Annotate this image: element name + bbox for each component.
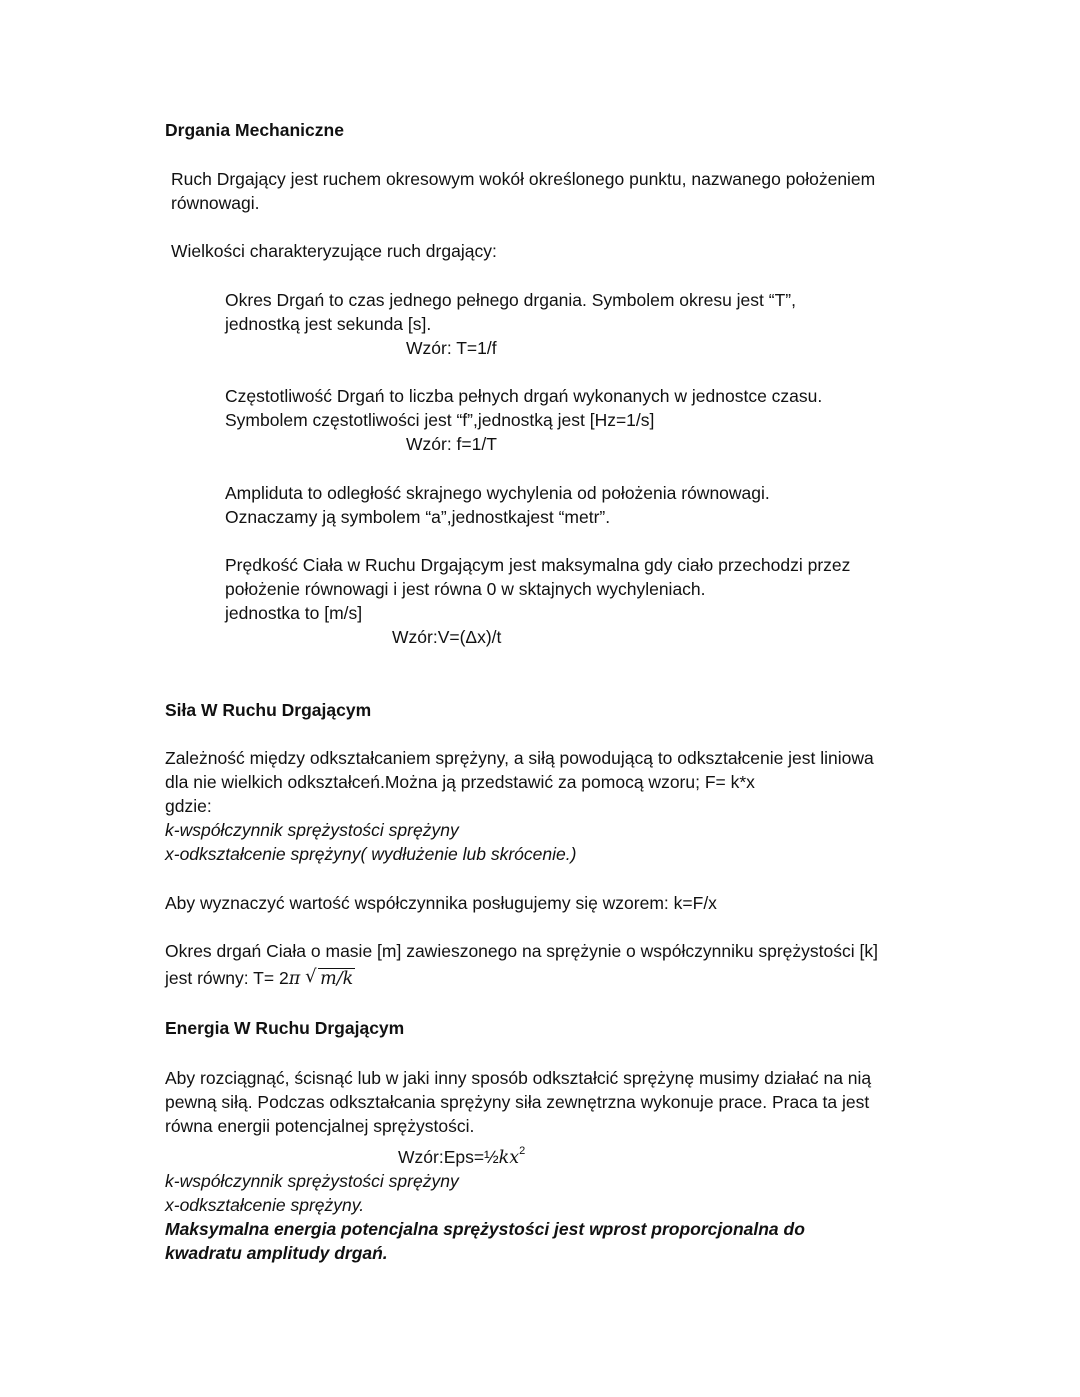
energy-line-2: pewną siłą. Podczas odkształcania sprężyny siła zewnętrzna wykonuje prace. Praca ta jest — [165, 1092, 870, 1112]
amplitude-line-2: Oznaczamy ją symbolem “a”,jednostkajest “metr”. — [225, 507, 611, 527]
energy-formula-kx: kx — [498, 1148, 520, 1168]
intro-line-2: równowagi. — [171, 193, 260, 213]
amplitude-line-1: Ampliduta to odległość skrajnego wychylenia od położenia równowagi. — [225, 483, 770, 503]
energy-line-1: Aby rozciągnąć, ścisnąć lub w jaki inny sposób odkształcić sprężynę musimy działać na nią — [165, 1068, 872, 1088]
energy-formula-exponent: 2 — [519, 1145, 526, 1157]
period-line-2: jednostką jest sekunda [s]. — [225, 314, 432, 334]
intro-line-1: Ruch Drgający jest ruchem okresowym wokół określonego punktu, nazwanego położeniem — [171, 169, 876, 189]
section-title-sila: Siła W Ruchu Drgającym — [165, 700, 372, 720]
force-line-1: Zależność między odkształcaniem sprężyny, a siłą powodującą to odkształcenie jest liniowa — [165, 748, 874, 768]
velocity-line-1: Prędkość Ciała w Ruchu Drgającym jest maksymalna gdy ciało przechodzi przez — [225, 555, 851, 575]
velocity-line-2: położenie równowagi i jest równa 0 w sktajnych wychyleniach. — [225, 579, 706, 599]
definition-k: k-współczynnik sprężystości sprężyny — [165, 820, 459, 840]
pi-symbol: π — [288, 969, 301, 989]
velocity-formula: Wzór:V=(Δx)/t — [392, 627, 502, 647]
square-root-expression — [305, 966, 355, 990]
frequency-line-1: Częstotliwość Drgań to liczba pełnych drgań wykonanych w jednostce czasu. — [225, 386, 823, 406]
coefficient-formula-line: Aby wyznaczyć wartość współczynnika posługujemy się wzorem: k=F/x — [165, 893, 717, 913]
section-title-energia: Energia W Ruchu Drgającym — [165, 1018, 405, 1038]
conclusion-line-1: Maksymalna energia potencjalna sprężystości jest wprost proporcjonalna do — [165, 1219, 805, 1239]
frequency-formula: Wzór: f=1/T — [406, 434, 497, 454]
force-line-3: gdzie: — [165, 796, 212, 816]
radical-sign: √ — [305, 966, 317, 987]
period-spring-line-1: Okres drgań Ciała o masie [m] zawieszonego na sprężynie o współczynniku sprężystości [k] — [165, 941, 878, 961]
sqrt-content: m/k — [320, 969, 354, 989]
force-line-2: dla nie wielkich odkształceń.Można ją przedstawić za pomocą wzoru; F= k*x — [165, 772, 755, 792]
section-title-drgania: Drgania Mechaniczne — [165, 120, 344, 140]
quantities-heading: Wielkości charakteryzujące ruch drgający: — [171, 241, 497, 261]
frequency-line-2: Symbolem częstotliwości jest “f”,jednostką jest [Hz=1/s] — [225, 410, 655, 430]
energy-definition-k: k-współczynnik sprężystości sprężyny — [165, 1171, 459, 1191]
energy-formula-prefix: Wzór:Eps=½ — [398, 1147, 499, 1167]
energy-definition-x: x-odkształcenie sprężyny. — [165, 1195, 365, 1215]
period-formula: Wzór: T=1/f — [406, 338, 497, 358]
definition-x: x-odkształcenie sprężyny( wydłużenie lub skrócenie.) — [165, 844, 577, 864]
energy-line-3: równa energii potencjalnej sprężystości. — [165, 1116, 475, 1136]
velocity-line-3: jednostka to [m/s] — [225, 603, 363, 623]
period-spring-line-2 — [165, 966, 355, 991]
period-line-1: Okres Drgań to czas jednego pełnego drgania. Symbolem okresu jest “T”, — [225, 290, 796, 310]
period-spring-prefix: jest równy: T= 2 — [165, 968, 289, 988]
conclusion-line-2: kwadratu amplitudy drgań. — [165, 1243, 388, 1263]
energy-formula — [398, 1145, 525, 1170]
